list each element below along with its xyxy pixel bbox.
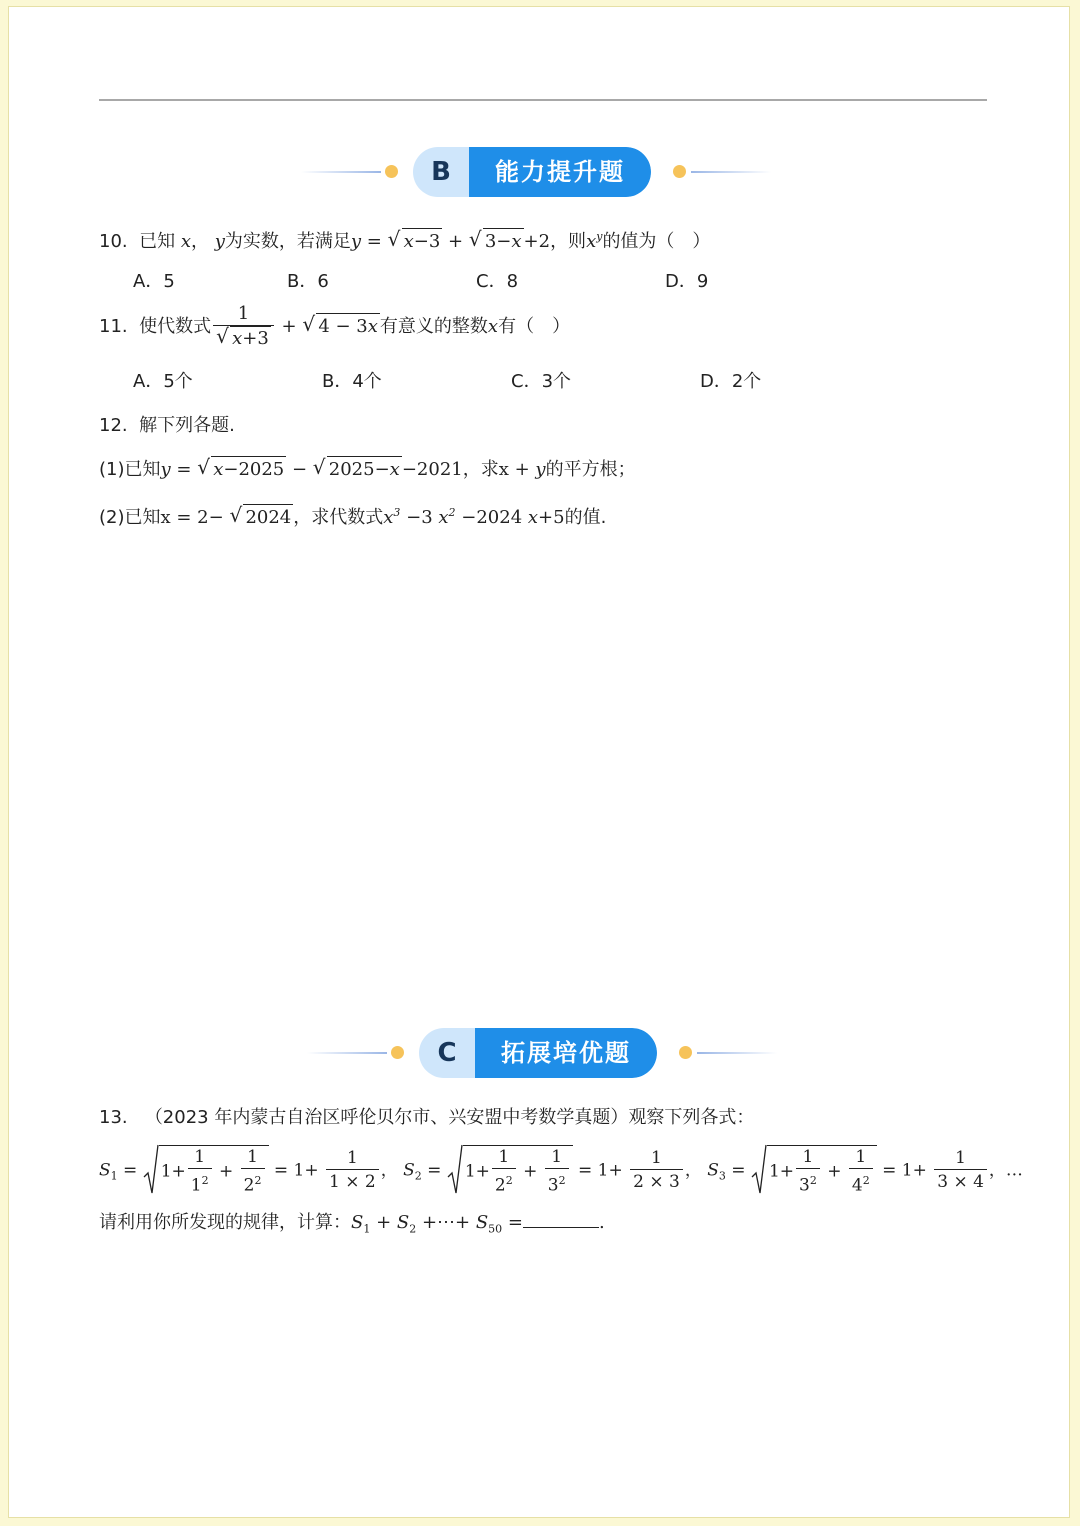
banner-dot-left: [391, 1046, 404, 1059]
question-13-pattern: $S_1$ = 1+ $\frac{1}{1^2}$ + $\frac{1}{2^2}$ = 1+ $\frac{1}{1 \times 2}$ ， $S_2$ = 1+ $\frac{1}{2^2}$ + $\frac{1}{3^2}$ = 1+ $\frac{1}{2 \times 3}$ ， $S_3$ = 1+ $\frac{1}{3^2}$ + $\frac{1}{4^2}$ = 1+ $\frac{1}{3 \times 4}$ ，…: [99, 1147, 1023, 1196]
section-b-banner: [301, 147, 771, 197]
section-c-banner: [307, 1028, 777, 1078]
q11-option-c[interactable]: C．3个: [511, 371, 572, 392]
section-b-title: 能力提升题: [469, 147, 651, 197]
banner-dot-right: [679, 1046, 692, 1059]
section-c-title: 拓展培优题: [475, 1028, 657, 1078]
q10-option-c[interactable]: C．8: [476, 271, 519, 292]
question-13-ask: 请利用你所发现的规律，计算：$S_1 + S_2$ +⋯+ $S_{50}$ = .: [99, 1209, 605, 1243]
header-rule: [99, 99, 987, 101]
q11-option-d[interactable]: D．2个: [700, 371, 762, 392]
answer-blank[interactable]: [523, 1209, 599, 1228]
section-b-letter: B: [431, 157, 451, 187]
banner-dot-left: [385, 165, 398, 178]
section-c-letter: C: [437, 1038, 457, 1068]
question-13: 13. （2023 年内蒙古自治区呼伦贝尔市、兴安盟中考数学真题）观察下列各式：: [99, 1107, 755, 1128]
question-12-part-1: (1)已知y = √ x−2025 − √ 2025−x −2021，求x + y的平方根；: [99, 456, 636, 483]
q11-option-a[interactable]: A．5个: [133, 371, 193, 392]
question-12: 12. 解下列各题.: [99, 415, 235, 436]
question-10: 10. 已知 x， y为实数，若满足y = √ x−3 + √ 3−x +2，则$x^y$的值为（ ）: [99, 224, 710, 255]
q10-option-a[interactable]: A．5: [133, 271, 175, 292]
q10-option-b[interactable]: B．6: [287, 271, 329, 292]
question-11: 11. 使代数式 1 √ x+3 + √ 4 − 3x 有意义的整数x有（ ）: [99, 303, 570, 351]
q10-option-d[interactable]: D．9: [665, 271, 709, 292]
q11-option-b[interactable]: B．4个: [322, 371, 382, 392]
worksheet-page: [8, 6, 1070, 1518]
banner-dot-right: [673, 165, 686, 178]
question-12-part-2: (2)已知x = 2− √ 2024 ，求代数式$x^3 -3$ $x^2 -2024$ x+5的值.: [99, 500, 606, 531]
